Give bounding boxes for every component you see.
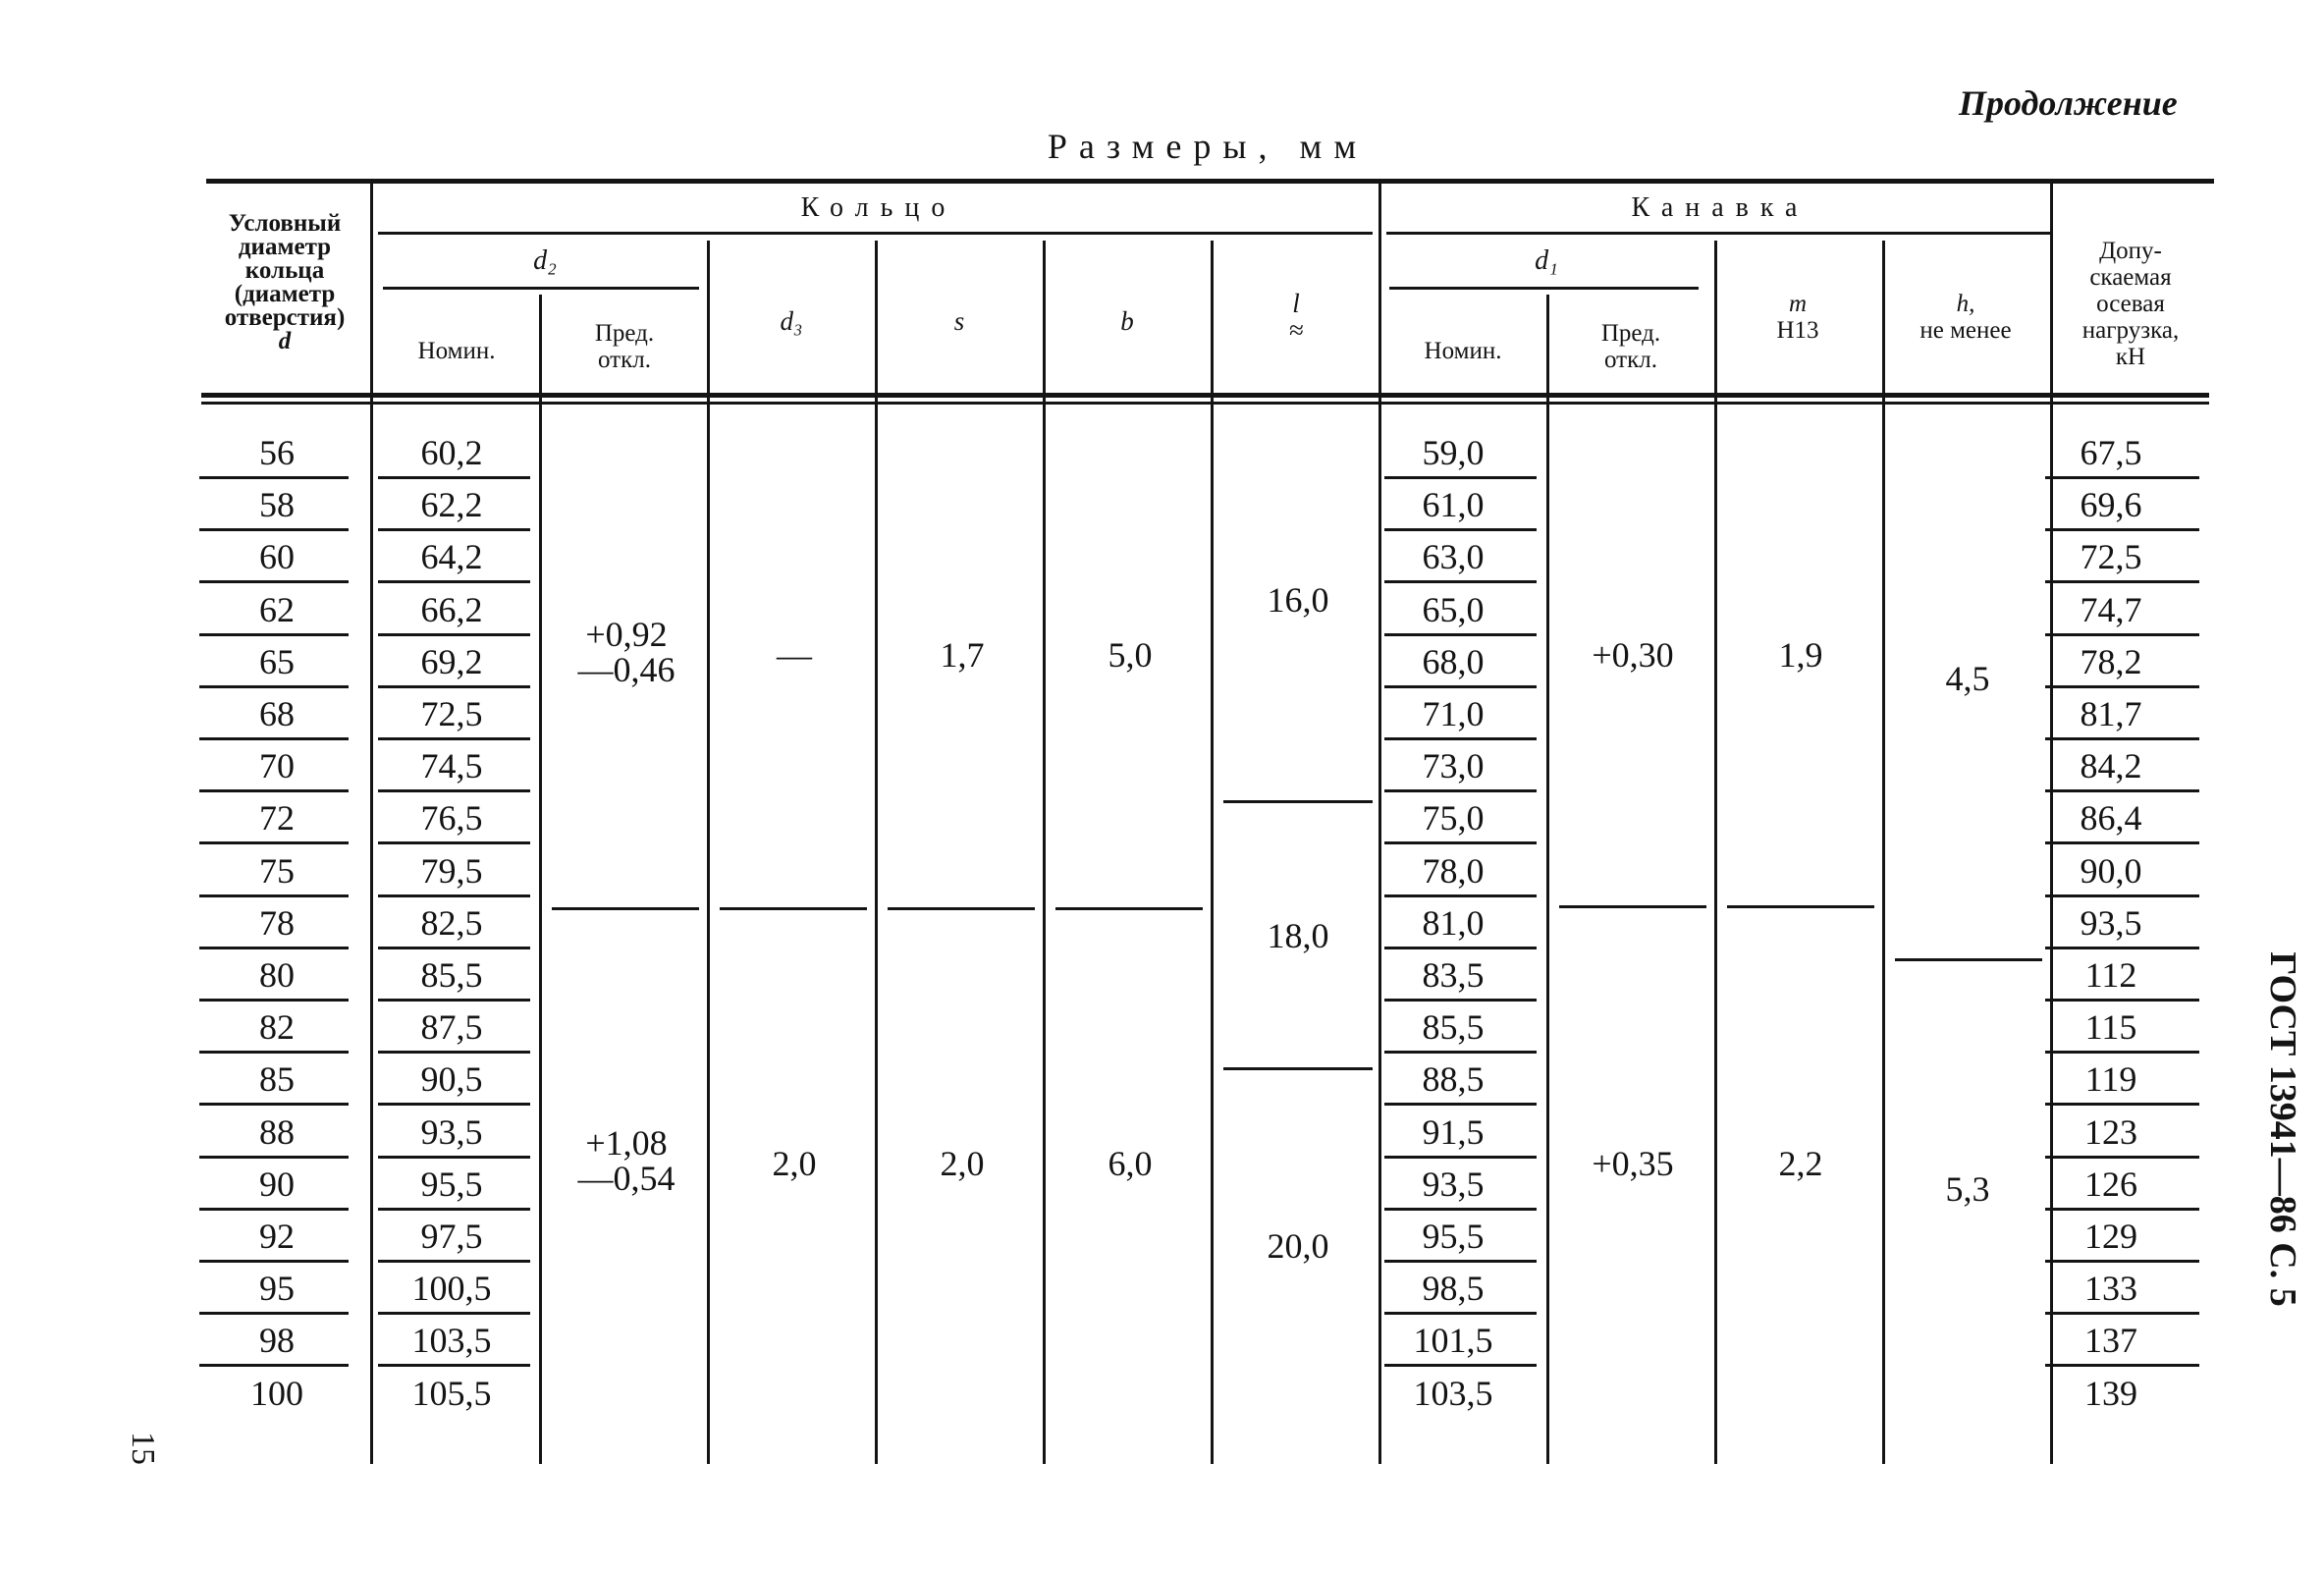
header-d-col: Условный диаметр кольца (диаметр отверстия) d (224, 210, 346, 354)
d2-nomin-cell: 105,5 (411, 1373, 492, 1413)
row-underline (199, 476, 349, 479)
row-underline (2045, 1364, 2199, 1367)
row-underline (1384, 1312, 1537, 1315)
d1-nomin-cell: 88,5 (1422, 1059, 1485, 1100)
load-cell: 67,5 (2080, 433, 2142, 472)
d-cell: 78 (259, 902, 295, 943)
row-underline (199, 1364, 349, 1367)
row-underline (2045, 947, 2199, 949)
d-cell: 98 (259, 1321, 295, 1361)
load-cell: 93,5 (2080, 902, 2142, 943)
row-underline (2045, 1260, 2199, 1263)
row-underline (199, 685, 349, 688)
header-d2-pred: Пред. откл. (594, 320, 655, 373)
d2-nomin-cell: 95,5 (420, 1164, 483, 1204)
row-underline (2045, 894, 2199, 897)
d3-group-1: — (777, 635, 812, 675)
row-underline (1384, 476, 1537, 479)
header-d1: d₁ (1535, 245, 1558, 276)
row-underline (378, 789, 530, 792)
row-underline (1384, 528, 1537, 531)
d-cell: 56 (259, 433, 295, 472)
d2-nomin-cell: 76,5 (420, 798, 483, 839)
load-cell: 137 (2084, 1321, 2137, 1361)
row-underline (2045, 1051, 2199, 1054)
row-underline (1384, 841, 1537, 844)
row-underline (378, 737, 530, 740)
row-underline (378, 476, 530, 479)
row-underline (199, 841, 349, 844)
d-cell: 82 (259, 1007, 295, 1048)
row-underline (2045, 1208, 2199, 1211)
header-d2-nomin: Номин. (417, 338, 496, 364)
row-underline (378, 1208, 530, 1211)
row-underline (1384, 947, 1537, 949)
row-underline (2045, 999, 2199, 1002)
d1-nomin-cell: 91,5 (1422, 1111, 1485, 1152)
d1-nomin-cell: 65,0 (1422, 589, 1485, 629)
d2-nomin-cell: 64,2 (420, 537, 483, 577)
row-underline (199, 1156, 349, 1159)
load-cell: 123 (2084, 1111, 2137, 1152)
row-underline (1384, 789, 1537, 792)
load-cell: 86,4 (2080, 798, 2142, 839)
load-cell: 78,2 (2080, 641, 2142, 681)
row-underline (1384, 1208, 1537, 1211)
header-l: l ≈ (1288, 289, 1304, 345)
header-koltso: Кольцо (800, 192, 957, 223)
row-underline (378, 1260, 530, 1263)
d2-nomin-cell: 60,2 (420, 433, 483, 472)
d2-nomin-cell: 103,5 (411, 1321, 492, 1361)
row-underline (2045, 476, 2199, 479)
d1-nomin-cell: 85,5 (1422, 1007, 1485, 1048)
row-underline (378, 1103, 530, 1106)
row-underline (378, 1156, 530, 1159)
load-cell: 69,6 (2080, 485, 2142, 525)
table-caption: Размеры, мм (1047, 127, 1369, 166)
row-underline (1384, 633, 1537, 636)
header-load: Допу- скаемая осевая нагрузка, кН (2081, 238, 2180, 370)
d1-nomin-cell: 101,5 (1413, 1321, 1493, 1361)
row-underline (199, 528, 349, 531)
d2-pred-group-2: +1,08 —0,54 (577, 1123, 676, 1198)
row-underline (1384, 737, 1537, 740)
s-group-1: 1,7 (940, 635, 985, 675)
row-underline (378, 841, 530, 844)
d1-nomin-cell: 71,0 (1422, 694, 1485, 733)
d1-nomin-cell: 95,5 (1422, 1217, 1485, 1256)
d2-nomin-cell: 90,5 (420, 1059, 483, 1100)
header-m: m H13 (1776, 291, 1819, 344)
row-underline (2045, 633, 2199, 636)
h-group-1: 4,5 (1945, 659, 1990, 698)
row-underline (378, 685, 530, 688)
d2-nomin-cell: 87,5 (420, 1007, 483, 1048)
m-group-2: 2,2 (1778, 1144, 1823, 1183)
load-cell: 112 (2084, 955, 2137, 995)
d1-nomin-cell: 59,0 (1422, 433, 1485, 472)
header-d2: d₂ (533, 245, 557, 276)
row-underline (199, 1260, 349, 1263)
d-cell: 60 (259, 537, 295, 577)
d2-nomin-cell: 62,2 (420, 485, 483, 525)
row-underline (1384, 580, 1537, 583)
row-underline (378, 947, 530, 949)
d1-nomin-cell: 63,0 (1422, 537, 1485, 577)
b-group-1: 5,0 (1108, 635, 1153, 675)
d2-pred-group-1: +0,92 —0,46 (577, 615, 676, 689)
load-cell: 90,0 (2080, 850, 2142, 891)
row-underline (1384, 1103, 1537, 1106)
row-underline (2045, 685, 2199, 688)
load-cell: 133 (2084, 1269, 2137, 1309)
row-underline (378, 580, 530, 583)
d-cell: 92 (259, 1217, 295, 1256)
row-underline (378, 894, 530, 897)
continuation-label: Продолжение (1959, 83, 2178, 123)
row-underline (2045, 528, 2199, 531)
row-underline (378, 528, 530, 531)
d2-nomin-cell: 93,5 (420, 1111, 483, 1152)
d2-nomin-cell: 100,5 (411, 1269, 492, 1309)
d-cell: 62 (259, 589, 295, 629)
d-cell: 80 (259, 955, 295, 995)
d1-nomin-cell: 73,0 (1422, 746, 1485, 786)
header-d1-pred: Пред. откл. (1600, 320, 1661, 373)
header-kanavka: Канавка (1631, 192, 1810, 223)
l-group-2: 18,0 (1267, 916, 1329, 955)
header-d1-nomin: Номин. (1424, 338, 1502, 364)
row-underline (1384, 685, 1537, 688)
header-h: h, не менее (1919, 291, 2012, 344)
d-cell: 85 (259, 1059, 295, 1100)
d1-nomin-cell: 81,0 (1422, 902, 1485, 943)
row-underline (199, 894, 349, 897)
d1-nomin-cell: 61,0 (1422, 485, 1485, 525)
d2-nomin-cell: 66,2 (420, 589, 483, 629)
d2-nomin-cell: 97,5 (420, 1217, 483, 1256)
load-cell: 129 (2084, 1217, 2137, 1256)
d-cell: 90 (259, 1164, 295, 1204)
d2-nomin-cell: 79,5 (420, 850, 483, 891)
load-cell: 84,2 (2080, 746, 2142, 786)
d-cell: 100 (250, 1373, 303, 1413)
row-underline (199, 947, 349, 949)
header-d3: d₃ (780, 306, 803, 336)
row-underline (1384, 1364, 1537, 1367)
row-underline (2045, 1156, 2199, 1159)
h-group-2: 5,3 (1945, 1169, 1990, 1209)
row-underline (199, 580, 349, 583)
load-cell: 115 (2084, 1007, 2137, 1048)
row-underline (199, 999, 349, 1002)
d1-pred-group-2: +0,35 (1592, 1144, 1674, 1183)
d-cell: 72 (259, 798, 295, 839)
row-underline (199, 789, 349, 792)
row-underline (2045, 841, 2199, 844)
l-group-3: 20,0 (1267, 1226, 1329, 1266)
d2-nomin-cell: 72,5 (420, 694, 483, 733)
row-underline (199, 1208, 349, 1211)
row-underline (378, 1364, 530, 1367)
row-underline (2045, 737, 2199, 740)
load-cell: 81,7 (2080, 694, 2142, 733)
d2-nomin-cell: 85,5 (420, 955, 483, 995)
row-underline (199, 1312, 349, 1315)
d1-nomin-cell: 78,0 (1422, 850, 1485, 891)
load-cell: 74,7 (2080, 589, 2142, 629)
load-cell: 126 (2084, 1164, 2137, 1204)
d1-nomin-cell: 103,5 (1413, 1373, 1493, 1413)
row-underline (199, 737, 349, 740)
l-group-1: 16,0 (1267, 580, 1329, 620)
row-underline (2045, 580, 2199, 583)
row-underline (199, 1103, 349, 1106)
s-group-2: 2,0 (940, 1144, 985, 1183)
row-underline (378, 999, 530, 1002)
standard-side-label: ГОСТ 13941—86 С. 5 (2262, 951, 2303, 1307)
d-cell: 88 (259, 1111, 295, 1152)
load-cell: 119 (2084, 1059, 2137, 1100)
load-cell: 139 (2084, 1373, 2137, 1413)
row-underline (199, 633, 349, 636)
row-underline (1384, 1260, 1537, 1263)
d-cell: 68 (259, 694, 295, 733)
d2-nomin-cell: 82,5 (420, 902, 483, 943)
row-underline (2045, 1312, 2199, 1315)
d-cell: 58 (259, 485, 295, 525)
d3-group-2: 2,0 (772, 1144, 817, 1183)
b-group-2: 6,0 (1108, 1144, 1153, 1183)
page-number: 15 (125, 1432, 161, 1465)
row-underline (1384, 894, 1537, 897)
row-underline (1384, 999, 1537, 1002)
d-cell: 75 (259, 850, 295, 891)
d2-nomin-cell: 74,5 (420, 746, 483, 786)
row-underline (1384, 1156, 1537, 1159)
d-cell: 70 (259, 746, 295, 786)
d-cell: 65 (259, 641, 295, 681)
m-group-1: 1,9 (1778, 635, 1823, 675)
d2-nomin-cell: 69,2 (420, 641, 483, 681)
row-underline (378, 1051, 530, 1054)
d1-pred-group-1: +0,30 (1592, 635, 1674, 675)
row-underline (199, 1051, 349, 1054)
d1-nomin-cell: 68,0 (1422, 641, 1485, 681)
row-underline (378, 633, 530, 636)
d1-nomin-cell: 83,5 (1422, 955, 1485, 995)
d-cell: 95 (259, 1269, 295, 1309)
d1-nomin-cell: 98,5 (1422, 1269, 1485, 1309)
row-underline (1384, 1051, 1537, 1054)
d1-nomin-cell: 93,5 (1422, 1164, 1485, 1204)
d1-nomin-cell: 75,0 (1422, 798, 1485, 839)
header-b: b (1120, 306, 1134, 336)
load-cell: 72,5 (2080, 537, 2142, 577)
row-underline (2045, 789, 2199, 792)
row-underline (378, 1312, 530, 1315)
header-s: s (953, 306, 965, 336)
row-underline (2045, 1103, 2199, 1106)
